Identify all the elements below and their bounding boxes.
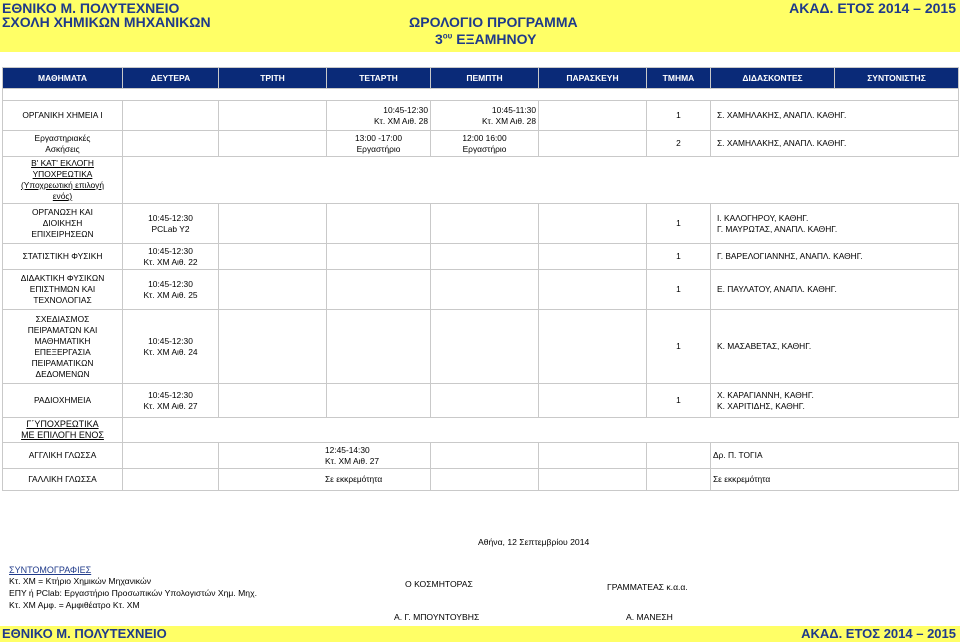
school-name: ΣΧΟΛΗ ΧΗΜΙΚΩΝ ΜΗΧΑΝΙΚΩΝ: [2, 14, 211, 30]
section-number: 2: [647, 131, 711, 157]
col-header-monday: ΔΕΥΤΕΡΑ: [123, 68, 219, 89]
course-name: ΟΡΓΑΝΩΣΗ ΚΑΙ ΔΙΟΙΚΗΣΗ ΕΠΙΧΕΙΡΗΣΕΩΝ: [3, 204, 123, 244]
wednesday-slot: 10:45-12:30 Κτ. ΧΜ Αιθ. 28: [327, 101, 431, 131]
course-name: ΟΡΓΑΝΙΚΗ ΧΗΜΕΙΑ Ι: [3, 101, 123, 131]
tuesday-slot: Σε εκκρεμότητα: [219, 469, 431, 491]
schedule-title: ΩΡΟΛΟΓΙΟ ΠΡΟΓΡΑΜΜΑ: [409, 14, 578, 30]
category-row: [3, 157, 959, 204]
teachers: Σε εκκρεμότητα: [711, 469, 959, 491]
col-header-section: ΤΜΗΜΑ: [647, 68, 711, 89]
course-name: ΑΓΓΛΙΚΗ ΓΛΩΣΣΑ: [3, 443, 123, 469]
institution-name-footer: ΕΘΝΙΚΟ Μ. ΠΟΛΥΤΕΧΝΕΙΟ: [2, 626, 167, 641]
category-row: [3, 418, 959, 443]
table-header-row: [3, 68, 959, 89]
col-header-courses: ΜΑΘΗΜΑΤΑ: [3, 68, 123, 89]
secretary-title: ΓΡΑΜΜΑΤΕΑΣ κ.α.α.: [607, 582, 688, 592]
thursday-slot: 10:45-11:30 Κτ. ΧΜ Αιθ. 28: [431, 101, 539, 131]
course-name: ΓΑΛΛΙΚΗ ΓΛΩΣΣΑ: [3, 469, 123, 491]
abbreviations-title: ΣΥΝΤΟΜΟΓΡΑΦΙΕΣ: [9, 565, 92, 575]
course-name: Εργαστηριακές Ασκήσεις: [3, 131, 123, 157]
course-name: ΔΙΔΑΚΤΙΚΗ ΦΥΣΙΚΩΝ ΕΠΙΣΤΗΜΩΝ ΚΑΙ ΤΕΧΝΟΛΟΓΙΑΣ: [3, 270, 123, 310]
table-row: [3, 244, 959, 270]
section-number: 1: [647, 101, 711, 131]
date-line: Αθήνα, 12 Σεπτεμβρίου 2014: [478, 537, 590, 547]
teachers: Σ. ΧΑΜΗΛΑΚΗΣ, ΑΝΑΠΛ. ΚΑΘΗΓ.: [711, 101, 959, 131]
wednesday-slot: 13:00 -17:00 Εργαστήριο: [327, 131, 431, 157]
teachers: Χ. ΚΑΡΑΓΙΑΝΝΗ, ΚΑΘΗΓ. Κ. ΧΑΡΙΤΙΔΗΣ, ΚΑΘΗΓ.: [711, 384, 959, 418]
institution-name: ΕΘΝΙΚΟ Μ. ΠΟΛΥΤΕΧΝΕΙΟ: [2, 0, 180, 16]
schedule-table: [2, 67, 959, 491]
dean-title: Ο ΚΟΣΜΗΤΟΡΑΣ: [405, 579, 473, 589]
table-row: [3, 443, 959, 469]
section-number: 1: [647, 310, 711, 384]
academic-year-footer: ΑΚΑΔ. ΕΤΟΣ 2014 – 2015: [801, 626, 956, 641]
col-header-thursday: ΠΕΜΠΤΗ: [431, 68, 539, 89]
teachers: Ε. ΠΑΥΛΑΤΟΥ, ΑΝΑΠΛ. ΚΑΘΗΓ.: [711, 270, 959, 310]
col-header-teachers: ΔΙΔΑΣΚΟΝΤΕΣ: [711, 68, 835, 89]
section-number: 1: [647, 270, 711, 310]
course-name: ΣΤΑΤΙΣΤΙΚΗ ΦΥΣΙΚΗ: [3, 244, 123, 270]
table-row: [3, 101, 959, 131]
semester-label: $3^{o\upsilon}$ ΕΞΑΜΗΝΟΥ: [435, 31, 537, 47]
section-number: 1: [647, 244, 711, 270]
tuesday-slot: 12:45-14:30 Κτ. ΧΜ Αιθ. 27: [219, 443, 431, 469]
course-name: ΡΑΔΙΟΧΗΜΕΙΑ: [3, 384, 123, 418]
secretary-name: Α. ΜΑΝΕΣΗ: [626, 612, 673, 622]
dean-name: Α. Γ. ΜΠΟΥΝΤΟΥΒΗΣ: [394, 612, 480, 622]
table-row: [3, 310, 959, 384]
table-row: [3, 384, 959, 418]
monday-slot: 10:45-12:30 Κτ. ΧΜ Αιθ. 27: [123, 384, 219, 418]
abbreviation-line: Κτ. ΧΜ = Κτήριο Χημικών Μηχανικών: [9, 576, 152, 586]
monday-slot: 10:45-12:30 PCLab Y2: [123, 204, 219, 244]
academic-year: ΑΚΑΔ. ΕΤΟΣ 2014 – 2015: [789, 0, 956, 16]
teachers: Δρ. Π. ΤΟΓΙΑ: [711, 443, 959, 469]
bottom-banner: [0, 626, 960, 642]
monday-slot: 10:45-12:30 Κτ. ΧΜ Αιθ. 24: [123, 310, 219, 384]
table-row: [3, 270, 959, 310]
section-number: 1: [647, 384, 711, 418]
category-label: Γ΄ΥΠΟΧΡΕΩΤΙΚΑ ΜΕ ΕΠΙΛΟΓΗ ΕΝΟΣ: [3, 418, 123, 443]
table-row: [3, 131, 959, 157]
abbreviation-line: ΕΠΥ ή PClab: Εργαστήριο Προσωπικών Υπολογιστών Χημ. Μηχ.: [9, 588, 257, 598]
table-row: [3, 469, 959, 491]
col-header-friday: ΠΑΡΑΣΚΕΥΗ: [539, 68, 647, 89]
monday-slot: 10:45-12:30 Κτ. ΧΜ Αιθ. 22: [123, 244, 219, 270]
abbreviation-line: Κτ. ΧΜ Αμφ. = Αμφιθέατρο Κτ. ΧΜ: [9, 600, 140, 610]
teachers: Ι. ΚΑΛΟΓΗΡΟΥ, ΚΑΘΗΓ. Γ. ΜΑΥΡΩΤΑΣ, ΑΝΑΠΛ. ΚΑΘΗΓ.: [711, 204, 959, 244]
table-row: [3, 204, 959, 244]
teachers: Γ. ΒΑΡΕΛΟΓΙΑΝΝΗΣ, ΑΝΑΠΛ. ΚΑΘΗΓ.: [711, 244, 959, 270]
top-banner: [0, 0, 960, 52]
monday-slot: 10:45-12:30 Κτ. ΧΜ Αιθ. 25: [123, 270, 219, 310]
col-header-wednesday: ΤΕΤΑΡΤΗ: [327, 68, 431, 89]
thursday-slot: 12:00 16:00 Εργαστήριο: [431, 131, 539, 157]
teachers: Σ. ΧΑΜΗΛΑΚΗΣ, ΑΝΑΠΛ. ΚΑΘΗΓ.: [711, 131, 959, 157]
teachers: Κ. ΜΑΣΑΒΕΤΑΣ, ΚΑΘΗΓ.: [711, 310, 959, 384]
col-header-coordinator: ΣΥΝΤΟΝΙΣΤΗΣ: [835, 68, 959, 89]
category-label: Β' ΚΑΤ' ΕΚΛΟΓΗ ΥΠΟΧΡΕΩΤΙΚΑ (Υποχρεωτική επιλογή ενός): [3, 157, 123, 204]
course-name: ΣΧΕΔΙΑΣΜΟΣ ΠΕΙΡΑΜΑΤΩΝ ΚΑΙ ΜΑΘΗΜΑΤΙΚΗ ΕΠΕΞΕΡΓΑΣΙΑ ΠΕΙΡΑΜΑΤΙΚΩΝ ΔΕΔΟΜΕΝΩΝ: [3, 310, 123, 384]
col-header-tuesday: ΤΡΙΤΗ: [219, 68, 327, 89]
section-number: 1: [647, 204, 711, 244]
